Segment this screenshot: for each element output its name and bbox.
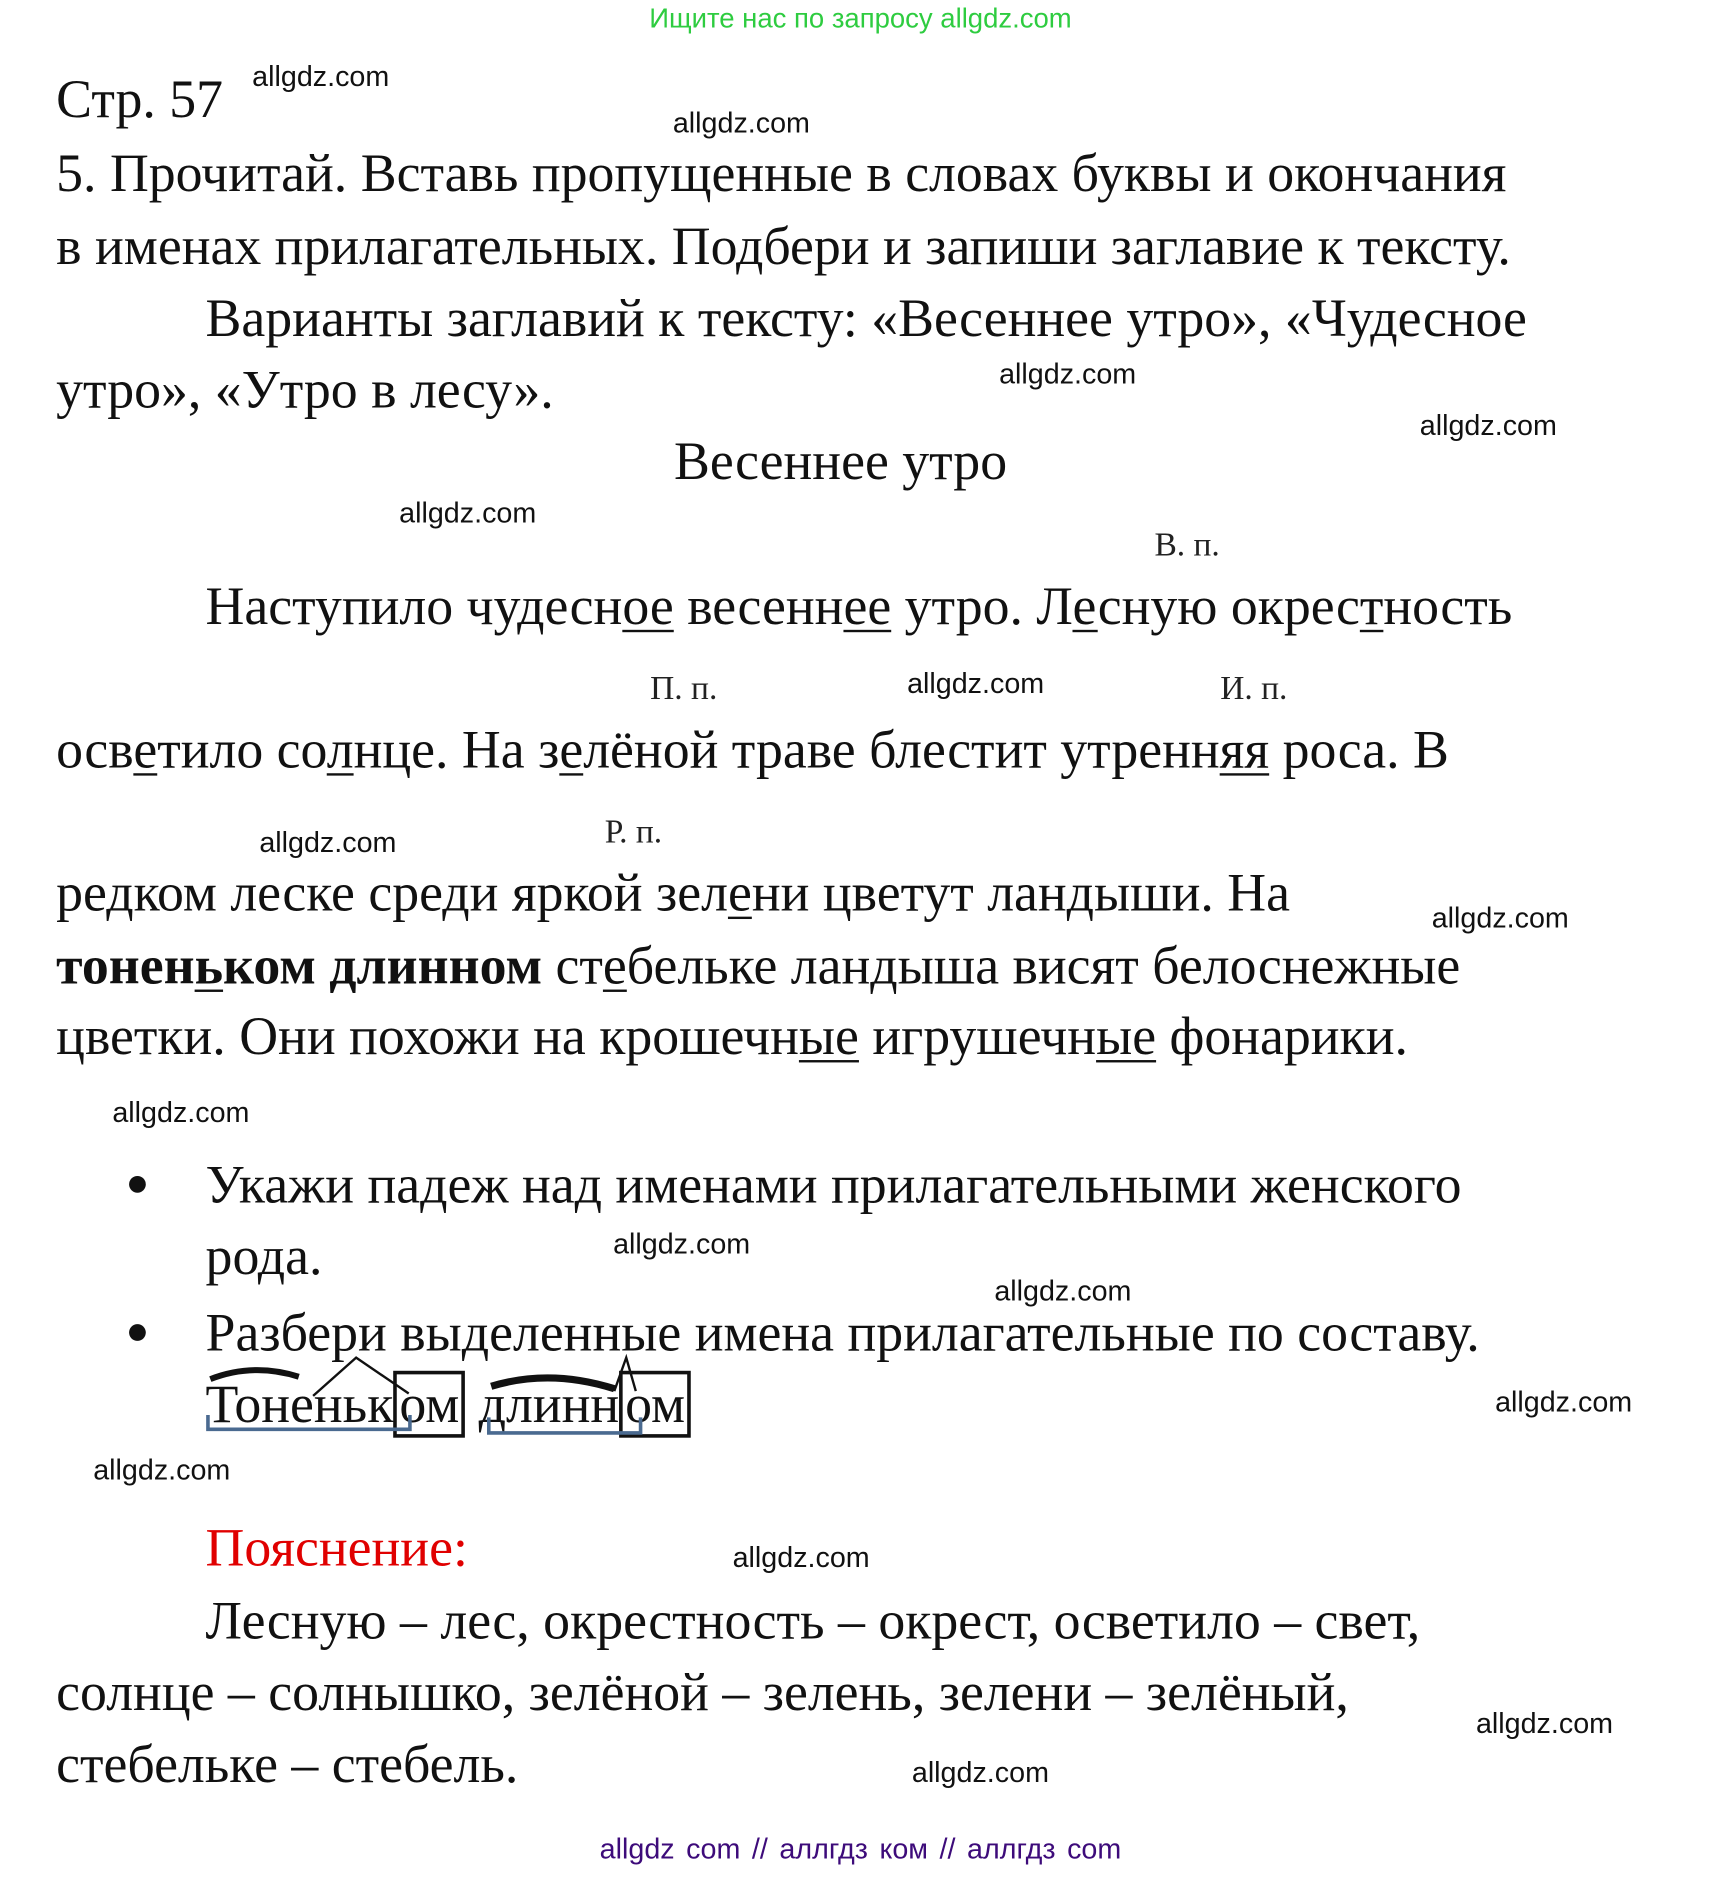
text-segment: роса. В <box>1269 719 1449 780</box>
variants-line-1: Варианты заглавий к тексту: «Весеннее утро», «Чудесное <box>205 288 1527 348</box>
inserted-letter: е <box>133 719 158 780</box>
task-line-2: в именах прилагательных. Подбери и запиши заглавие к тексту. <box>56 216 1511 277</box>
bullet-1-line-1: Укажи падеж над именами прилагательными женского <box>205 1154 1462 1215</box>
watermark: allgdz.com <box>994 1275 1132 1308</box>
case-label-vp: В. п. <box>1154 527 1220 565</box>
inserted-letter: е <box>1072 576 1098 636</box>
text-segment: фонарики. <box>1156 1006 1408 1067</box>
variants-line-2: утро», «Утро в лесу». <box>56 359 554 420</box>
word2-stem: длинн <box>478 1374 620 1435</box>
text-segment: ность <box>1383 576 1513 636</box>
inserted-letter: ые <box>798 1006 859 1067</box>
text-segment: цветки. Они похожи на крошечн <box>56 1006 799 1067</box>
inserted-letter: ые <box>1096 1006 1157 1067</box>
bullet-2-line-1: Разбери выделенные имена прилагательные по составу. <box>205 1302 1480 1363</box>
inserted-letter: яя <box>1219 719 1270 780</box>
footer-watermark: allgdz com // аллгдз ком // аллгдз com <box>599 1833 1122 1866</box>
inserted-letter: л <box>326 719 354 780</box>
text-segment: тонен <box>56 935 195 996</box>
watermark: allgdz.com <box>1475 1707 1614 1741</box>
watermark: allgdz.com <box>1431 902 1569 935</box>
case-label-pp: П. п. <box>650 670 718 708</box>
watermark: allgdz.com <box>999 358 1137 391</box>
case-label-ip: И. п. <box>1220 670 1288 708</box>
text-segment: утро. Л <box>891 576 1073 636</box>
watermark: allgdz.com <box>259 827 397 860</box>
text-segment: бельке ландыша висят белоснежные <box>626 935 1461 996</box>
watermark: allgdz.com <box>672 107 810 140</box>
watermark: allgdz.com <box>252 60 390 94</box>
text-segment: осв <box>56 719 134 780</box>
inserted-letter: е <box>559 719 584 780</box>
watermark: allgdz.com <box>93 1454 231 1487</box>
task-line-1: 5. Прочитай. Вставь пропущенные в словах буквы и окончания <box>56 143 1507 204</box>
inserted-letter: ь <box>194 935 224 996</box>
watermark: allgdz.com <box>732 1541 870 1574</box>
text-segment: ст <box>542 935 603 996</box>
stem-line-1 <box>208 1415 410 1429</box>
watermark: allgdz.com <box>907 668 1045 701</box>
suffix-mark-2 <box>614 1358 636 1391</box>
watermark: allgdz.com <box>613 1228 751 1261</box>
text-segment: редком леске среди яркой зел <box>56 862 728 923</box>
text-segment: игрушечн <box>858 1006 1097 1067</box>
explanation-line-3: стебельке – стебель. <box>56 1734 519 1794</box>
text-segment: сную окрес <box>1097 576 1360 636</box>
word1-ending: ом <box>393 1371 465 1438</box>
stem-line-2 <box>489 1417 641 1433</box>
watermark: allgdz.com <box>1495 1386 1633 1419</box>
text-segment: ком длинном <box>223 935 543 996</box>
watermark: allgdz.com <box>399 497 537 530</box>
bullet-1-line-2: рода. <box>205 1226 323 1286</box>
inserted-letter: ое <box>622 576 674 636</box>
explanation-line-1: Лесную – лес, окрестность – окрест, осветило – свет, <box>205 1590 1421 1651</box>
inserted-letter: е <box>727 862 752 923</box>
text-segment: нце. На з <box>353 719 560 780</box>
root-arc-1 <box>210 1370 298 1379</box>
explanation-label: Пояснение: <box>205 1517 468 1578</box>
watermark: allgdz.com <box>911 1756 1049 1790</box>
watermark: allgdz.com <box>1419 409 1557 443</box>
text-title: Весеннее утро <box>674 431 1008 492</box>
text-segment: лёной траве блестит утренн <box>583 719 1220 780</box>
header-watermark: Ищите нас по запросу allgdz.com <box>649 2 1072 34</box>
inserted-letter: е <box>602 935 627 996</box>
inserted-letter: т <box>1359 576 1384 636</box>
suffix-mark-1 <box>313 1358 409 1396</box>
watermark: allgdz.com <box>112 1097 250 1130</box>
inserted-letter: ее <box>843 576 892 636</box>
explanation-line-2: солнце – солнышко, зелёной – зелень, зелени – зелёный, <box>56 1662 1349 1723</box>
root-arc-2 <box>491 1378 614 1389</box>
page-label: Стр. 57 <box>56 69 224 130</box>
case-label-rp: Р. п. <box>604 813 663 851</box>
text-segment: ни цветут ландыши. На <box>751 862 1290 923</box>
word1-stem: Тоненьк <box>205 1374 394 1435</box>
text-segment: тило со <box>157 719 327 780</box>
word2-ending: ом <box>619 1371 691 1438</box>
text-segment: весенн <box>673 576 844 636</box>
text-segment: Наступило чудесн <box>205 576 623 636</box>
